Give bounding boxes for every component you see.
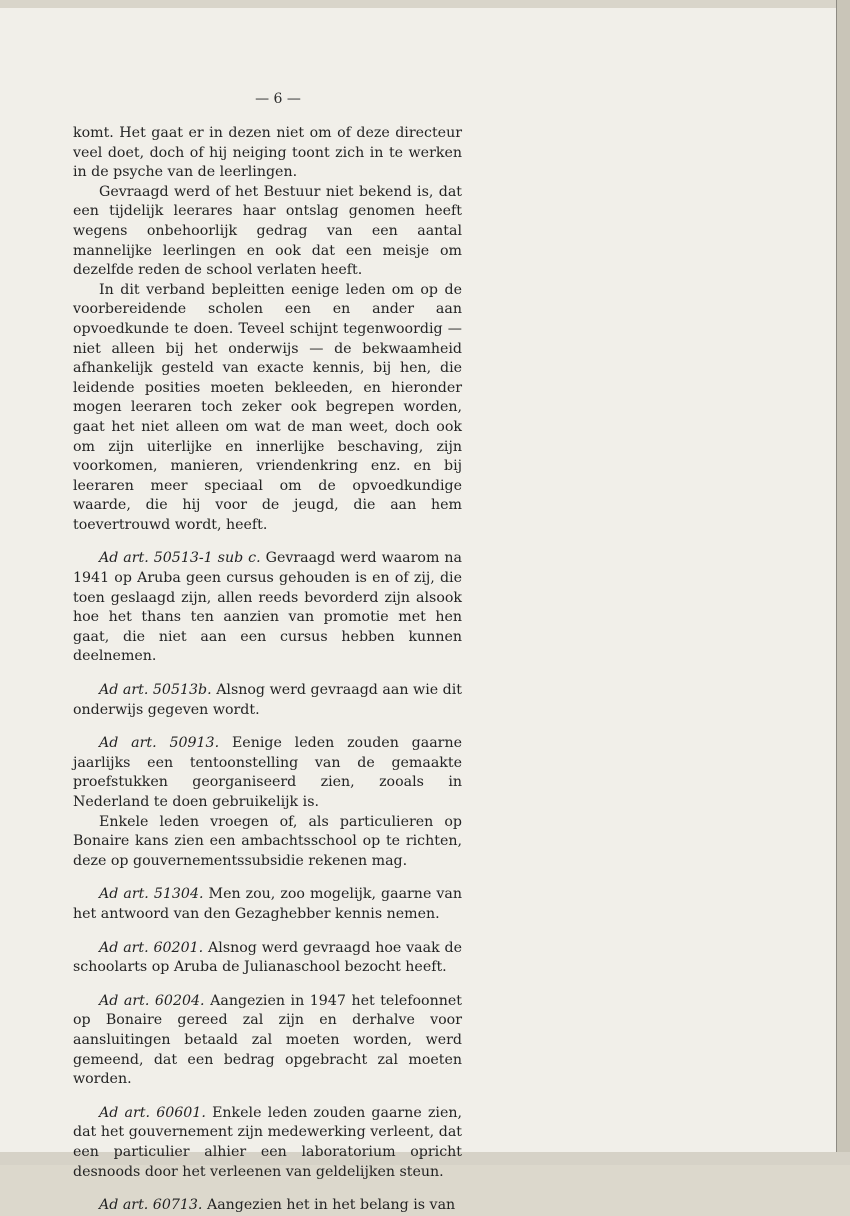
paragraph xyxy=(73,1196,462,1216)
paragraph-text: Aangezien in 1947 het telefoonnet op Bonaire gereed zal zijn en derhalve voor aansluitingen betaald zal moeten worden, werd gemeend, dat een bedrag opgebracht zal moeten worden. xyxy=(73,992,462,1088)
paragraph-text: Alsnog werd gevraagd hoe vaak de schoolarts op Aruba de Julianaschool bezocht heeft. xyxy=(73,939,463,976)
paragraph-text: Enkele leden vroegen of, als particulieren op Bonaire kans zien een ambachtsschool op te richten, deze op gouvernementssubsidie rekenen mag. xyxy=(73,813,462,869)
article-reference: Ad art. 50513b. xyxy=(99,682,212,699)
article-reference: Ad art. 50513-1 sub c. xyxy=(99,550,261,567)
page-number: — 6 — xyxy=(255,91,301,107)
article-reference: Ad art. 51304. xyxy=(99,886,204,903)
article-reference: Ad art. 60201. xyxy=(99,939,204,956)
paragraph-text: Aangezien het in het belang is van xyxy=(206,1197,456,1214)
paragraph xyxy=(73,992,462,1090)
paragraph-text: komt. Het gaat er in dezen niet om of deze directeur veel doet, doch of hij neiging toont zich in te werken in de psyche van de leerlingen. xyxy=(73,125,462,181)
scan-right-edge xyxy=(836,0,850,1165)
paragraph-text: Gevraagd werd of het Bestuur niet bekend is, dat een tijdelijk leerares haar ontslag genomen heeft wegens onbehoorlijk gedrag van een aantal mannelijke leerlingen en ook dat een meisje om dezelfde reden de school verlaten heeft. xyxy=(73,183,462,279)
body-text xyxy=(73,124,462,1216)
paragraph xyxy=(73,939,462,978)
paragraph-text: Men zou, zoo mogelijk, gaarne van het antwoord van den Gezaghebber kennis nemen. xyxy=(73,886,462,922)
paragraph-text: Alsnog werd gevraagd aan wie dit onderwijs gegeven wordt. xyxy=(73,682,462,718)
paragraph xyxy=(73,734,462,812)
paragraph xyxy=(73,549,462,667)
paragraph-text: Gevraagd werd waarom na 1941 op Aruba geen cursus gehouden is en of zij, die toen geslaagd zijn, allen reeds bevorderd zijn alsook hoe het thans ten aanzien van promotie met hen gaat, die niet aan een cursus hebben kunnen deelnemen. xyxy=(73,550,462,665)
paragraph xyxy=(73,281,462,536)
paragraph xyxy=(73,885,462,924)
scan-top-edge xyxy=(0,0,850,8)
paragraph-text: In dit verband bepleitten eenige leden om op de voorbereidende scholen een en ander aan opvoedkunde te doen. Teveel schijnt tegenwoordig — niet alleen bij het onderwijs — de bekwaamheid afhankelijk gesteld van exacte kennis, bij hen, die leidende posities moeten bekleeden, en hieronder mogen leeraren toch zeker ook begrepen worden, gaat het niet alleen om wat de man weet, doch ook om zijn uiterlijke en innerlijke beschaving, zijn voorkomen, manieren, vriendenkring enz. en bij leeraren meer speciaal om de opvoedkundige waarde, die hij voor de jeugd, die aan hem toevertrouwd wordt, heeft. xyxy=(73,281,462,533)
paragraph xyxy=(73,813,462,872)
paragraph-text: Enkele leden zouden gaarne zien, dat het gouvernement zijn medewerking verleent, dat een particulier alhier een laboratorium opricht desnoods door het verleenen van geldelijken steun. xyxy=(73,1104,462,1180)
paragraph xyxy=(73,183,462,281)
article-reference: Ad art. 60601. xyxy=(99,1104,206,1121)
paragraph xyxy=(73,681,462,720)
article-reference: Ad art. 50913. xyxy=(99,735,220,752)
paragraph-text: Eenige leden zouden gaarne jaarlijks een tentoonstelling van de gemaakte proefstukken georganiseerd zien, zooals in Nederland te doen gebruikelijk is. xyxy=(73,735,462,810)
paragraph xyxy=(73,1104,462,1182)
article-reference: Ad art. 60204. xyxy=(99,992,205,1009)
article-reference: Ad art. 60713. xyxy=(99,1197,203,1214)
paragraph xyxy=(73,124,462,183)
